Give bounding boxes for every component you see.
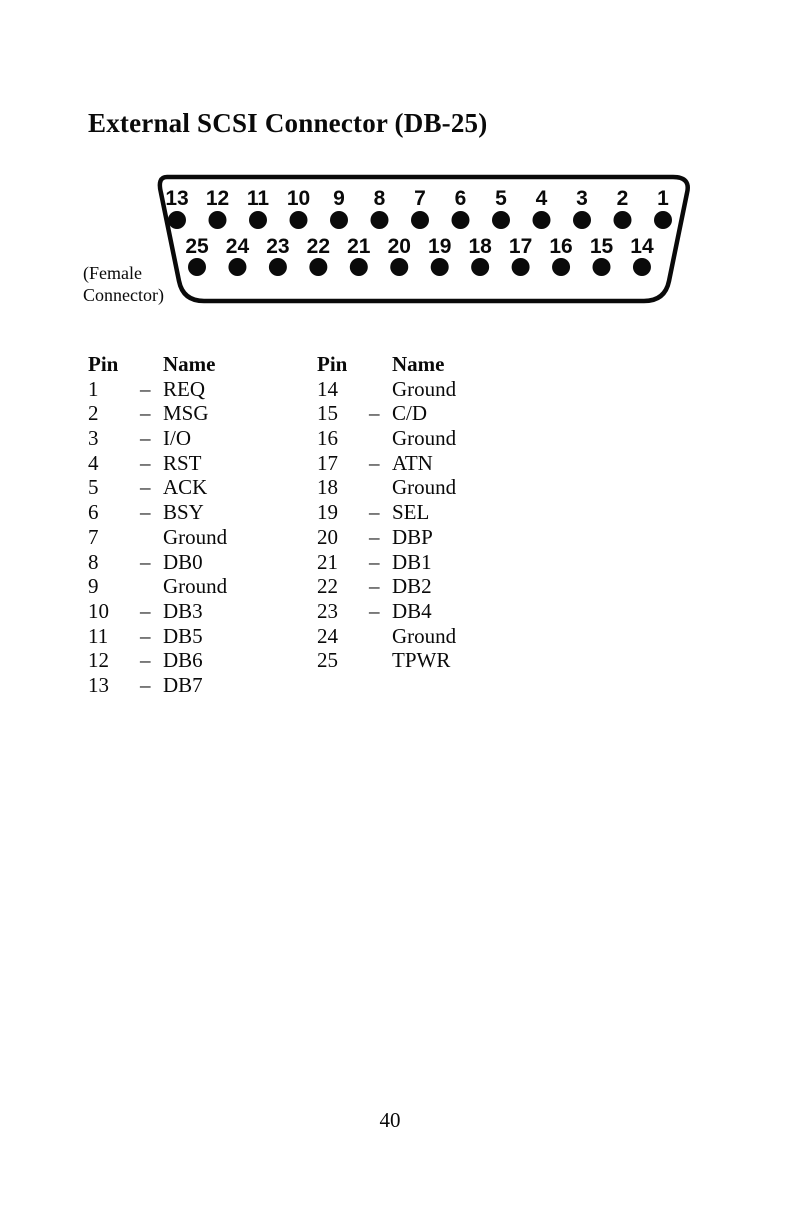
pin-number-label-7: 7 (414, 187, 426, 210)
signal-name-cell: Ground (392, 623, 457, 648)
signal-name-cell: C/D (392, 401, 428, 426)
signal-name-cell: DB2 (392, 574, 432, 599)
dash-column-spacer (369, 352, 392, 377)
pin-table-row (317, 599, 456, 624)
pin-socket-22 (309, 258, 327, 276)
signal-name-cell: BSY (163, 500, 204, 525)
pin-table-row (317, 401, 456, 426)
pin-table-row (88, 500, 227, 525)
pin-table-row (88, 451, 227, 476)
pin-number-label-3: 3 (576, 187, 588, 210)
pin-socket-6 (452, 211, 470, 229)
signal-name-cell: ACK (163, 475, 208, 500)
signal-polarity-dash (369, 426, 392, 451)
signal-polarity-dash: – (369, 500, 380, 525)
pin-number-label-12: 12 (205, 187, 230, 210)
signal-polarity-dash: – (369, 401, 380, 426)
signal-polarity-dash (369, 624, 392, 649)
pin-number-cell: 3 (88, 426, 99, 451)
pin-number-label-19: 19 (428, 235, 452, 258)
pin-number-cell: 6 (88, 500, 99, 525)
pin-socket-12 (209, 211, 227, 229)
pin-number-cell: 20 (317, 524, 338, 549)
pin-table-right-header (317, 352, 456, 377)
pin-number-label-11: 11 (246, 187, 270, 210)
pin-socket-10 (290, 211, 308, 229)
pin-table-row (317, 525, 456, 550)
pin-number-cell: 15 (317, 401, 338, 426)
pin-table-right-rows (317, 377, 456, 673)
pin-table-row (317, 426, 456, 451)
pin-table-row (317, 451, 456, 476)
pin-column-header: Pin (88, 352, 119, 376)
pin-socket-19 (431, 258, 449, 276)
pin-table-row (317, 574, 456, 599)
pin-socket-7 (411, 211, 429, 229)
signal-polarity-dash: – (140, 450, 151, 475)
signal-polarity-dash: – (140, 598, 151, 623)
signal-name-cell: I/O (163, 426, 191, 451)
pin-socket-20 (390, 258, 408, 276)
signal-polarity-dash: – (140, 475, 151, 500)
pin-number-label-17: 17 (508, 235, 533, 258)
signal-name-cell: RST (163, 450, 202, 475)
pin-number-cell: 25 (317, 648, 338, 673)
signal-name-cell: Ground (392, 475, 457, 500)
signal-name-cell: DB0 (163, 549, 203, 574)
pin-number-label-10: 10 (286, 187, 311, 210)
signal-name-cell: Ground (392, 376, 457, 401)
signal-polarity-dash: – (369, 598, 380, 623)
pin-socket-25 (188, 258, 206, 276)
female-connector-label-line2: Connector) (83, 285, 164, 305)
signal-polarity-dash (140, 525, 163, 550)
pin-socket-15 (593, 258, 611, 276)
pin-number-cell: 13 (88, 672, 109, 697)
pin-number-cell: 14 (317, 376, 338, 401)
pin-socket-3 (573, 211, 591, 229)
signal-polarity-dash (369, 648, 392, 673)
signal-polarity-dash: – (140, 401, 151, 426)
pin-number-cell: 11 (88, 623, 109, 648)
pin-number-cell: 19 (317, 500, 338, 525)
pin-number-cell: 22 (317, 574, 338, 599)
signal-name-cell: DB1 (392, 549, 432, 574)
signal-polarity-dash: – (140, 500, 151, 525)
pin-table-row (88, 475, 227, 500)
signal-name-cell: DB4 (392, 598, 432, 623)
pin-socket-14 (633, 258, 651, 276)
pin-number-label-5: 5 (495, 187, 507, 210)
pin-socket-16 (552, 258, 570, 276)
pin-socket-4 (533, 211, 551, 229)
pin-table-row (88, 525, 227, 550)
signal-name-cell: DB5 (163, 623, 203, 648)
signal-polarity-dash (369, 377, 392, 402)
signal-polarity-dash: – (369, 450, 380, 475)
signal-polarity-dash: – (140, 623, 151, 648)
pin-table-row (88, 648, 227, 673)
female-connector-label (83, 262, 164, 306)
page-title: External SCSI Connector (DB-25) (88, 108, 488, 138)
pin-socket-11 (249, 211, 267, 229)
signal-polarity-dash: – (140, 648, 151, 673)
pin-number-label-22: 22 (306, 235, 331, 258)
pin-number-cell: 17 (317, 450, 338, 475)
pin-number-cell: 2 (88, 401, 99, 426)
pin-socket-13 (168, 211, 186, 229)
pin-table-row (88, 574, 227, 599)
signal-polarity-dash: – (369, 524, 380, 549)
pin-number-label-14: 14 (630, 235, 654, 258)
signal-name-cell: DB7 (163, 672, 203, 697)
pin-number-label-13: 13 (165, 187, 189, 210)
female-connector-label-line1: (Female (83, 263, 142, 283)
signal-name-cell: REQ (163, 376, 205, 401)
pin-number-cell: 24 (317, 623, 338, 648)
signal-polarity-dash: – (140, 426, 151, 451)
pin-table-row (317, 550, 456, 575)
pin-table-right (317, 352, 456, 673)
pin-number-label-8: 8 (373, 187, 386, 210)
dash-column-spacer (140, 352, 163, 377)
signal-polarity-dash: – (140, 376, 151, 401)
pin-socket-9 (330, 211, 348, 229)
pin-table-left-header (88, 352, 227, 377)
pin-table-row (88, 599, 227, 624)
signal-polarity-dash: – (140, 672, 151, 697)
signal-name-cell: TPWR (392, 648, 451, 673)
pin-number-label-15: 15 (589, 235, 614, 258)
pin-number-label-6: 6 (454, 187, 467, 210)
pin-number-label-16: 16 (549, 235, 573, 258)
pin-table-row (317, 377, 456, 402)
signal-polarity-dash: – (369, 549, 380, 574)
pin-socket-8 (371, 211, 389, 229)
pin-table-row (88, 673, 227, 698)
signal-name-cell: DBP (392, 524, 433, 549)
signal-polarity-dash (140, 574, 163, 599)
pin-socket-2 (614, 211, 632, 229)
signal-name-cell: DB3 (163, 598, 203, 623)
signal-name-cell: Ground (392, 426, 457, 451)
pin-column-header: Pin (317, 352, 348, 376)
pin-number-label-2: 2 (616, 187, 629, 210)
pin-socket-23 (269, 258, 287, 276)
pin-table-row (88, 624, 227, 649)
page-number: 40 (379, 1108, 401, 1132)
name-column-header: Name (163, 352, 216, 376)
pin-table-row (317, 648, 456, 673)
pin-socket-17 (512, 258, 530, 276)
pin-table-row (88, 401, 227, 426)
pin-table-left-rows (88, 377, 227, 698)
pin-table-row (88, 426, 227, 451)
signal-name-cell: Ground (163, 524, 228, 549)
db25-connector-diagram (145, 170, 705, 312)
pin-table-row (88, 550, 227, 575)
pin-table-row (88, 377, 227, 402)
pin-table-row (317, 475, 456, 500)
name-column-header: Name (392, 352, 445, 376)
pin-number-label-18: 18 (468, 235, 492, 258)
pin-number-label-20: 20 (387, 235, 411, 258)
pin-number-label-4: 4 (535, 187, 548, 210)
pin-socket-24 (228, 258, 246, 276)
pin-number-cell: 5 (88, 475, 99, 500)
signal-polarity-dash: – (369, 574, 380, 599)
signal-polarity-dash (369, 475, 392, 500)
pin-number-label-24: 24 (225, 235, 250, 258)
pin-number-label-9: 9 (333, 187, 345, 210)
pin-number-cell: 12 (88, 648, 109, 673)
db25-connector-svg (145, 170, 705, 310)
pin-number-cell: 18 (317, 475, 338, 500)
signal-name-cell: DB6 (163, 648, 203, 673)
pin-number-cell: 4 (88, 450, 99, 475)
pin-socket-5 (492, 211, 510, 229)
pin-number-cell: 1 (88, 376, 99, 401)
pin-table-row (317, 624, 456, 649)
signal-name-cell: ATN (392, 450, 433, 475)
pin-number-cell: 8 (88, 549, 99, 574)
pin-number-cell: 23 (317, 598, 338, 623)
pin-socket-21 (350, 258, 368, 276)
signal-polarity-dash: – (140, 549, 151, 574)
pin-number-cell: 7 (88, 524, 99, 549)
pin-number-cell: 16 (317, 426, 338, 451)
signal-name-cell: SEL (392, 500, 430, 525)
pin-number-cell: 9 (88, 574, 99, 599)
pin-number-label-21: 21 (347, 235, 371, 258)
pin-number-label-23: 23 (266, 235, 290, 258)
pin-number-cell: 10 (88, 598, 109, 623)
pin-table-row (317, 500, 456, 525)
pin-table-left (88, 352, 227, 698)
pin-number-cell: 21 (317, 549, 338, 574)
signal-name-cell: MSG (163, 401, 209, 426)
pin-number-label-1: 1 (657, 187, 669, 210)
pin-socket-18 (471, 258, 489, 276)
pin-socket-1 (654, 211, 672, 229)
signal-name-cell: Ground (163, 574, 228, 599)
pin-number-label-25: 25 (185, 235, 209, 258)
